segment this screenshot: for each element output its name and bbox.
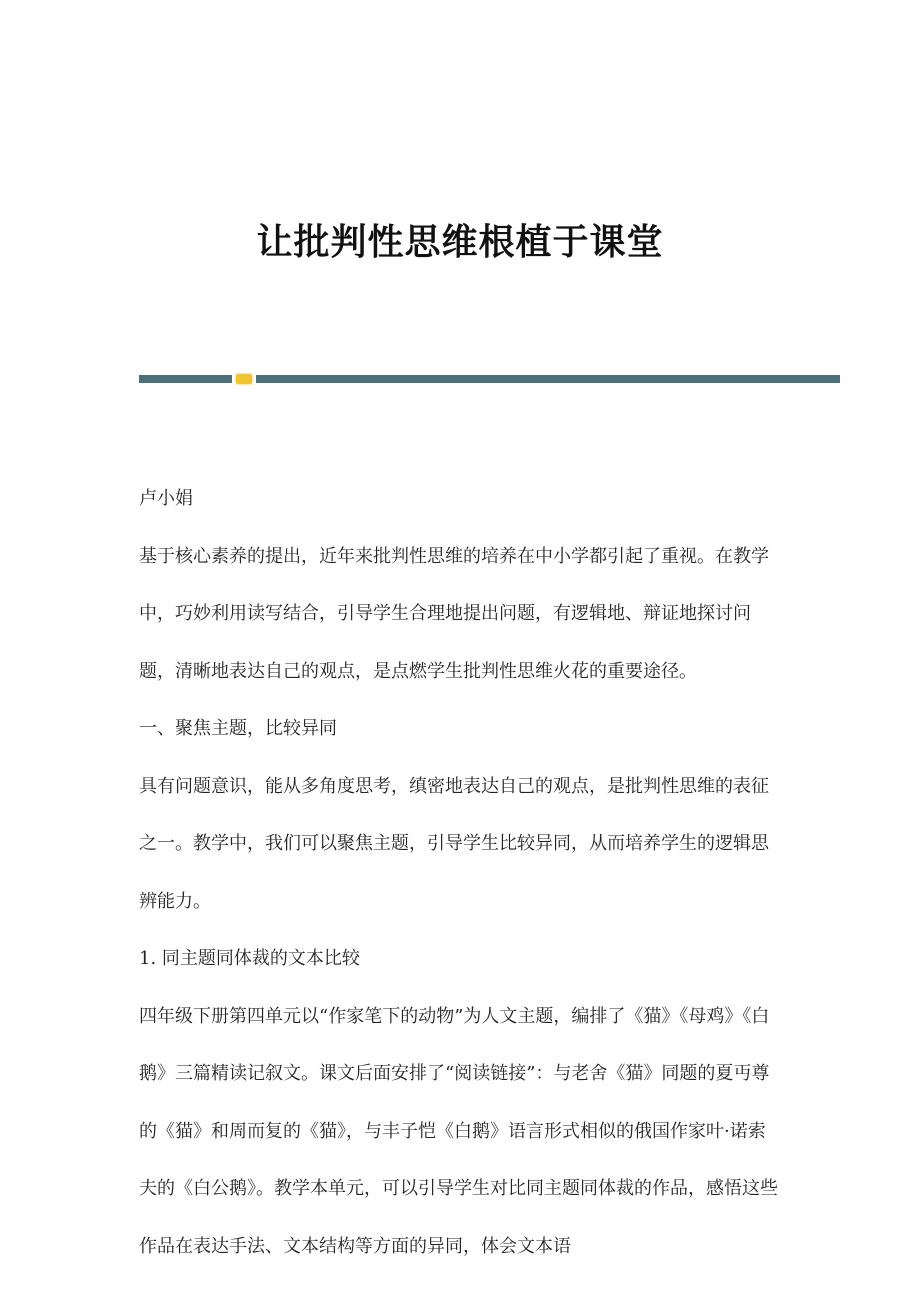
subsection-heading: 1. 同主题同体裁的文本比较 xyxy=(139,948,360,969)
title-divider xyxy=(139,375,840,384)
document-body xyxy=(139,470,779,1275)
divider-bar-right xyxy=(256,375,840,383)
divider-bar-left xyxy=(139,375,232,383)
divider-ornament-icon xyxy=(236,374,252,384)
section-heading: 一、聚焦主题，比较异同 xyxy=(139,718,337,739)
document-title: 让批判性思维根植于课堂 xyxy=(256,221,664,263)
paragraph: 具有问题意识，能从多角度思考，缜密地表达自己的观点，是批判性思维的表征之一。教学中，我们可以聚焦主题，引导学生比较异同，从而培养学生的逻辑思辨能力。 xyxy=(139,775,769,912)
paragraph: 四年级下册第四单元以“作家笔下的动物”为人文主题，编排了《猫》《母鸡》《白鹅》三篇精读记叙文。课文后面安排了“阅读链接”：与老舍《猫》同题的夏丏尊的《猫》和周而复的《猫》，与丰子恺《白鹅》语言形式相似的俄国作家叶·诺索夫的《白公鹅》。教学本单元，可以引导学生对比同主题同体裁的作品，感悟这些作品在表达手法、文本结构等方面的异同，体会文本语 xyxy=(139,1005,778,1257)
author: 卢小娟 xyxy=(139,488,193,509)
paragraph: 基于核心素养的提出，近年来批判性思维的培养在中小学都引起了重视。在教学中，巧妙利用读写结合，引导学生合理地提出问题，有逻辑地、辩证地探讨问题，清晰地表达自己的观点，是点燃学生批判性思维火花的重要途径。 xyxy=(139,545,769,682)
